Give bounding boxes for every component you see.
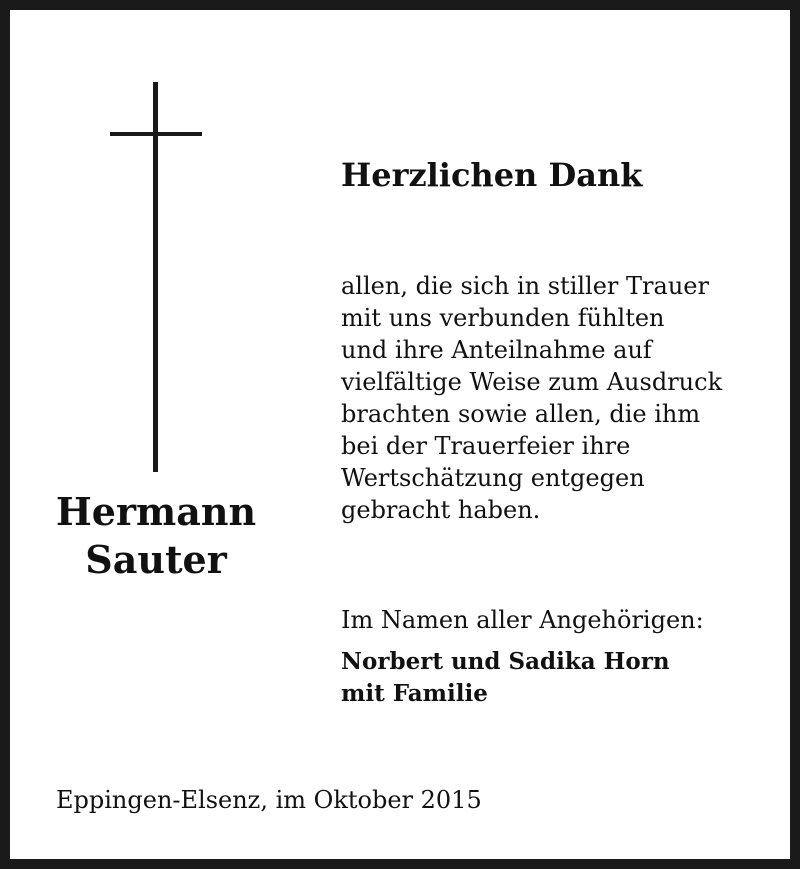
signoff-text: Im Namen aller Angehörigen: [341, 606, 704, 634]
place-date: Eppingen-Elsenz, im Oktober 2015 [56, 786, 482, 814]
message-line: brachten sowie allen, die ihm [341, 400, 701, 428]
deceased-name [36, 488, 276, 584]
signer-names: Norbert und Sadika Horn [341, 648, 670, 675]
signer-family: mit Familie [341, 680, 488, 707]
message-line: Wertschätzung entgegen [341, 464, 645, 492]
message-line: mit uns verbunden fühlten [341, 304, 665, 332]
message-line: gebracht haben. [341, 496, 541, 524]
message-line: bei der Trauerfeier ihre [341, 432, 631, 460]
cross-vertical-bar [153, 82, 158, 472]
message-line: allen, die sich in stiller Trauer [341, 272, 709, 300]
thanks-heading: Herzlichen Dank [341, 156, 643, 194]
signers [341, 646, 670, 710]
message-line: vielfältige Weise zum Ausdruck [341, 368, 723, 396]
thanks-message [341, 270, 722, 526]
deceased-first-name: Hermann [55, 489, 257, 534]
message-line: und ihre Anteilnahme auf [341, 336, 652, 364]
cross-horizontal-bar [110, 132, 202, 136]
deceased-last-name: Sauter [85, 537, 227, 582]
